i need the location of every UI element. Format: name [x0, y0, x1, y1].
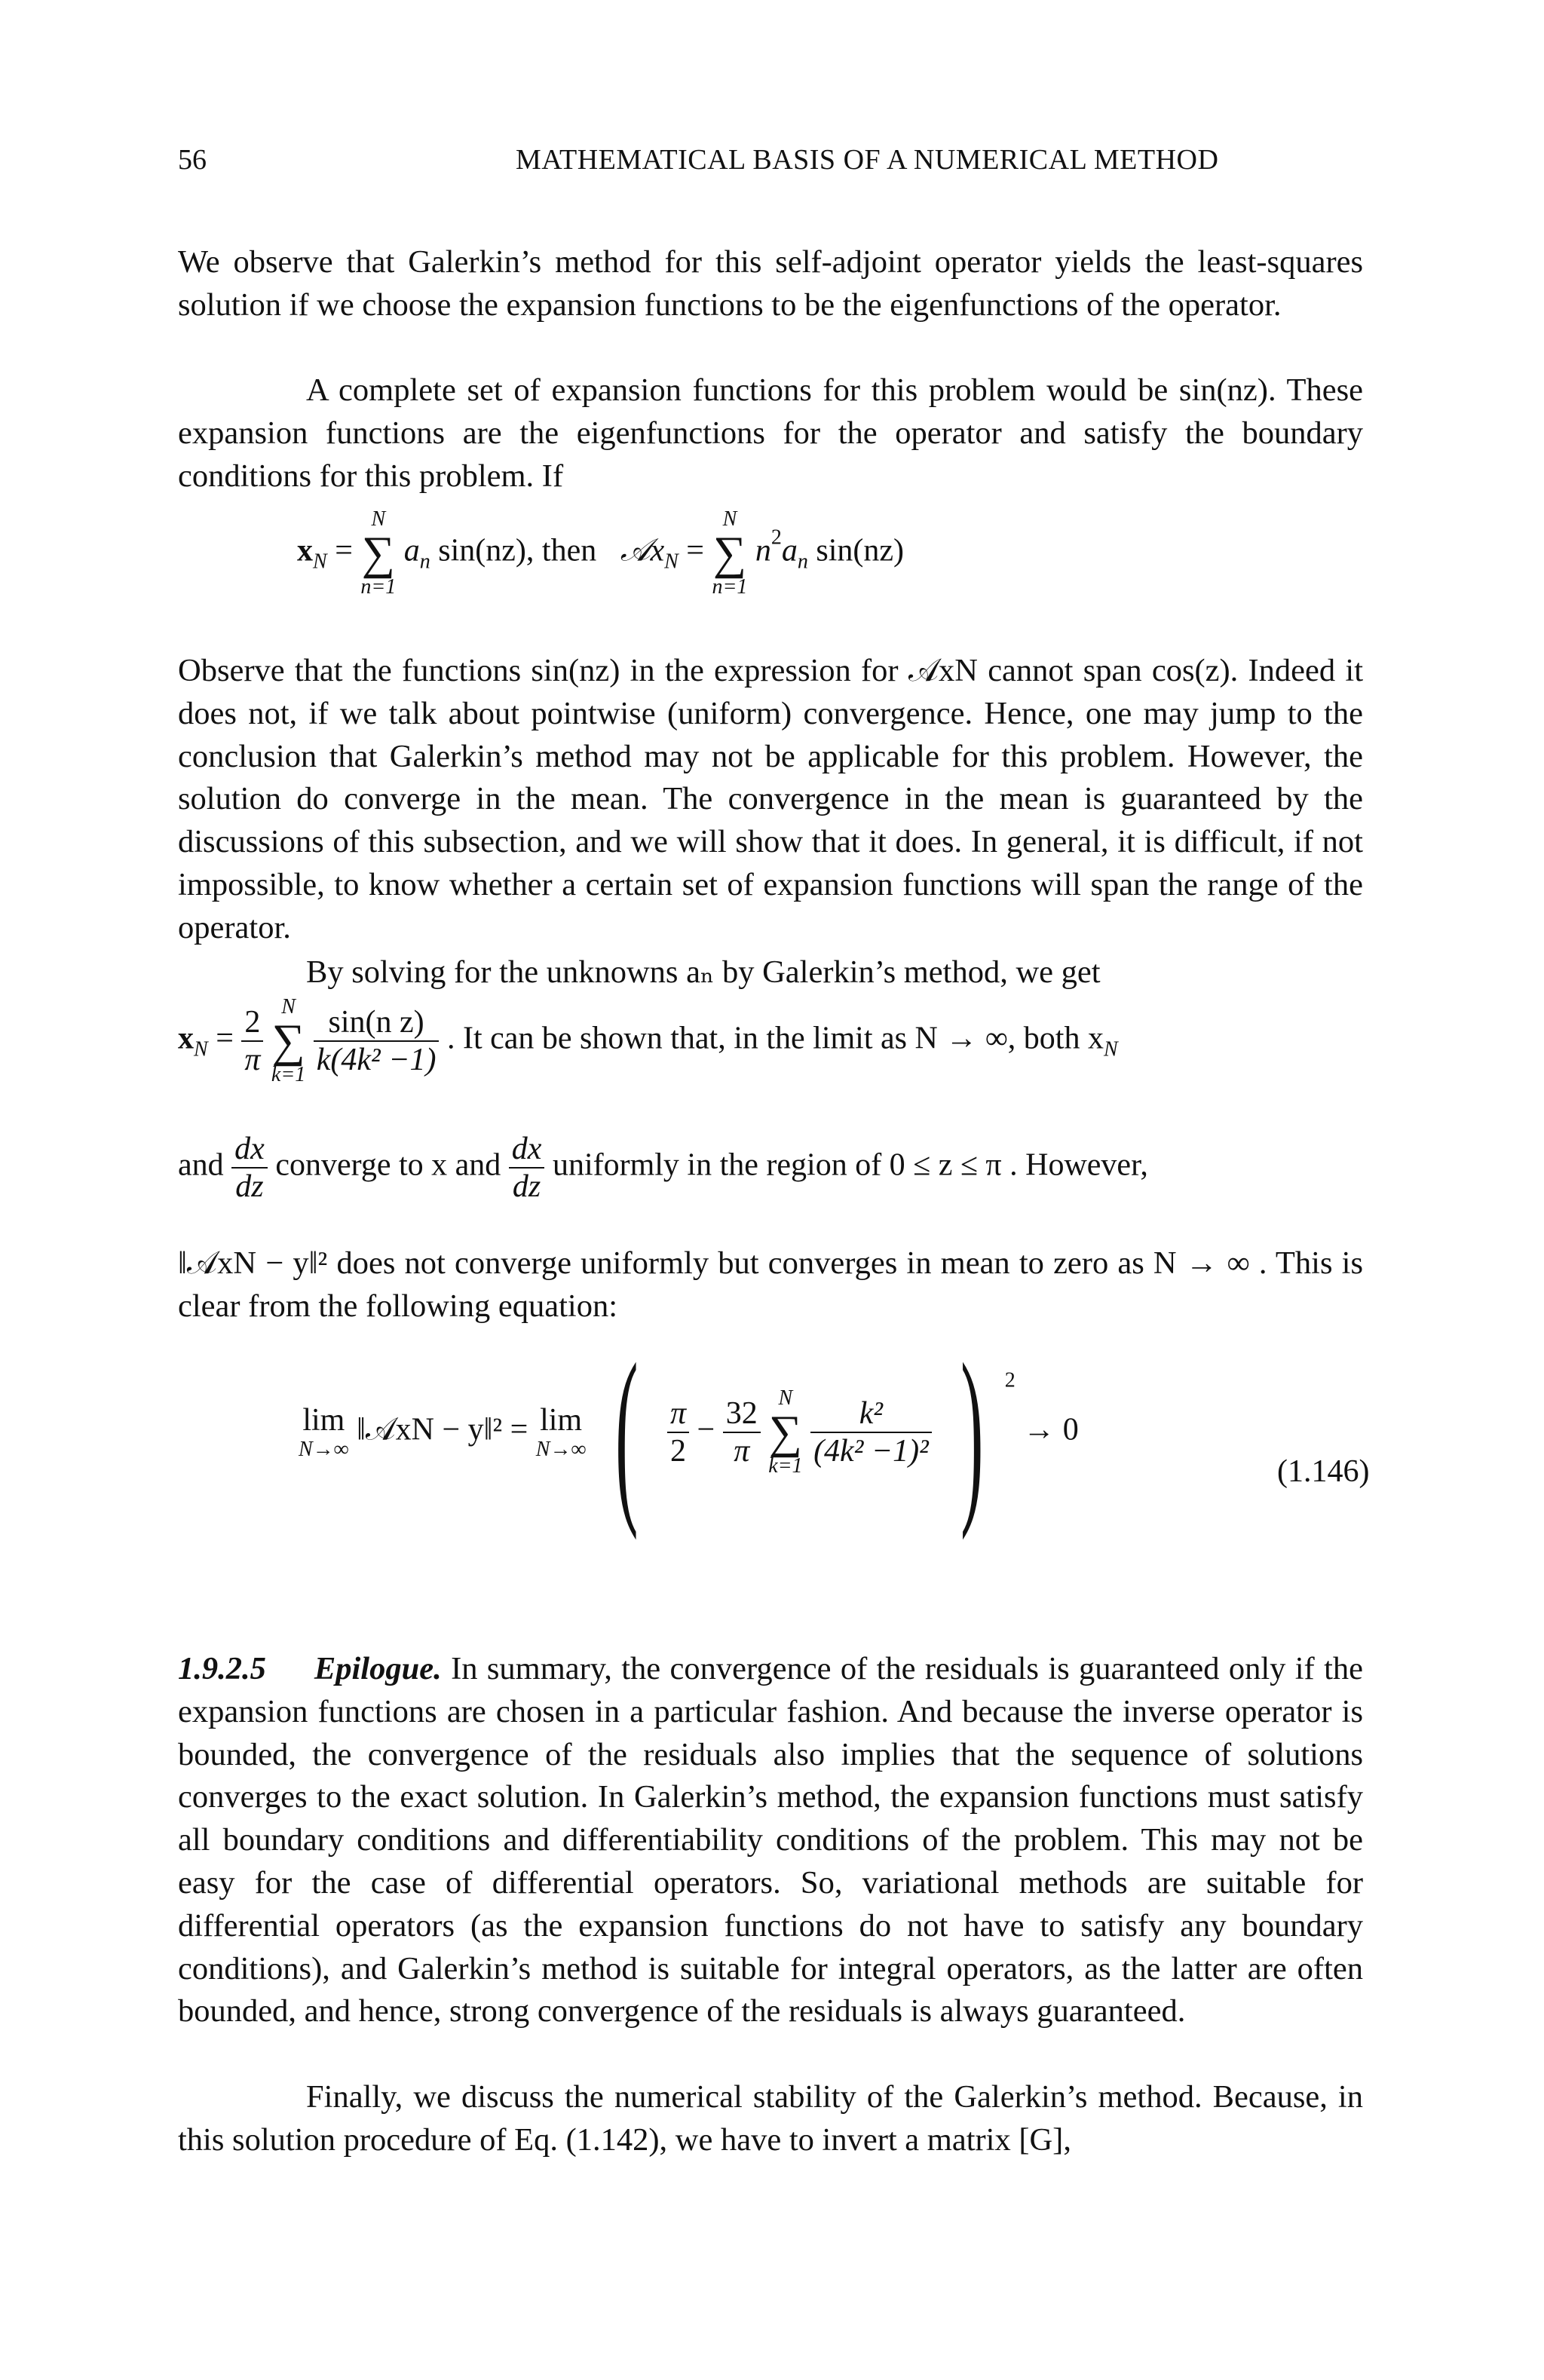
- page-number: 56: [178, 144, 207, 176]
- paragraph-4: [178, 951, 1363, 994]
- paragraph-5: [178, 1242, 1363, 1328]
- paragraph-2-text: [178, 369, 1363, 498]
- eq2-tail: . It can be shown that, in the limit as N → ∞, both x: [446, 1021, 1104, 1056]
- equation-2: $x_N$ = $\frac{2}{\pi}$ N ∑ k=1 $\frac{\text{sin(n z)}}{\text{k(4k² −1)}}$ . It can be shown that, in the limit as N → ∞, both $x_N$: [178, 995, 1118, 1086]
- eq3-lim-1: lim N→∞: [299, 1403, 349, 1461]
- eq3-lim-2: lim N→∞: [535, 1403, 587, 1461]
- paragraph-2-func: sin(nz): [1178, 372, 1268, 408]
- eq1-lhs-sub: N: [313, 550, 327, 574]
- paragraph-4-text: By solving for the unknowns aₙ by Galerkin’s method, we get: [306, 954, 1101, 990]
- equation-number: (1.146): [1277, 1454, 1370, 1489]
- section-epilogue-text: [178, 1648, 1363, 2033]
- eq1-lhs: x: [297, 533, 313, 568]
- paragraph-5-text: ‖𝒜xN − y‖² does not converge uniformly but converges in mean to zero as N → ∞ . This is clear from the following equation:: [178, 1245, 1363, 1324]
- paragraph-1-text: We observe that Galerkin’s method for this self-adjoint operator yields the least-squares solution if we choose the expansion functions to be the eigenfunctions of the operator.: [178, 244, 1363, 323]
- paragraph-2-a: A complete set of expansion functions for this problem would be: [306, 372, 1179, 408]
- eq2-coef: $\frac{2}{\pi}$: [241, 1004, 263, 1078]
- paragraph-6-text: Finally, we discuss the numerical stability of the Galerkin’s method. Because, in this solution procedure of Eq. (1.142), we have to invert a matrix [G],: [178, 2079, 1363, 2158]
- eq1-lhs2: 𝒜x: [620, 533, 665, 568]
- paragraph-2-b: . These expansion functions are the eigenfunctions for the operator and satisfy the boundary conditions for this problem. If: [178, 372, 1363, 494]
- running-title: MATHEMATICAL BASIS OF A NUMERICAL METHOD: [516, 144, 1219, 176]
- derivative-line: and $\frac{dx}{dz}$ converge to x and $\frac{dx}{dz}$ uniformly in the region of 0 ≤ z ≤ π . However,: [178, 1132, 1148, 1204]
- paragraph-6: [178, 2076, 1363, 2162]
- eq1-sum-1: N ∑ n=1: [360, 507, 397, 599]
- equation-1-146: lim N→∞ ‖𝒜xN − y‖² = lim N→∞ ( $\frac{\pi}{2}$ − $\frac{32}{\pi}$ N ∑ k=1 $\frac{\text{k²}}{\text{(4k² −1)²}}$ ) $^2$ → 0: [299, 1324, 1079, 1541]
- deriv-x: $\frac{dx}{dz}$: [509, 1131, 545, 1205]
- paragraph-1: [178, 241, 1363, 327]
- page-header: [178, 143, 1363, 181]
- section-body: In summary, the convergence of the residuals is guaranteed only if the expansion functions are chosen in a particular fashion. And because the inverse operator is bounded, the convergence of the residuals also implies that the sequence of solutions converges to the exact solution. In Galerkin’s method, the expansion functions must satisfy all boundary conditions and differentiability conditions of the problem. This may not be easy for the case of differential operators. So, variational methods are suitable for differential operators (as the expansion functions do not have to satisfy any boundary conditions), and Galerkin’s method is suitable for integral operators, as the latter are often bounded, and hence, strong convergence of the residuals is always guaranteed.: [178, 1651, 1363, 2029]
- eq1-sum-2: N ∑ n=1: [712, 507, 748, 599]
- eq2-sum: N ∑ k=1: [271, 995, 306, 1086]
- equation-1: $x_N$ = N ∑ n=1 $a_n$ sin(nz), then 𝒜x$_N$ = N ∑ n=1 $n^2a_n$ sin(nz): [297, 507, 905, 599]
- section-title: Epilogue.: [314, 1651, 442, 1686]
- deriv-xn: $\frac{dx}{dz}$: [231, 1131, 268, 1205]
- section-epilogue: [178, 1648, 1363, 2033]
- paragraph-3-text: Observe that the functions sin(nz) in the expression for 𝒜xN cannot span cos(z). Indeed it does not, if we talk about pointwise (uniform) convergence. Hence, one may jump to the conclusion that Galerkin’s method may not be applicable for this problem. However, the solution do converge in the mean. The convergence in the mean is guaranteed by the discussions of this subsection, and we will show that it does. In general, it is difficult, if not impossible, to know whether a certain set of expansion functions will span the range of the operator.: [178, 653, 1363, 945]
- paragraph-3: [178, 650, 1363, 950]
- section-number: 1.9.2.5: [178, 1651, 266, 1686]
- eq2-fraction: $\frac{\text{sin(n z)}}{\text{k(4k² −1)}}$: [314, 1004, 440, 1078]
- eq3-norm: ‖𝒜xN − y‖²: [357, 1412, 503, 1447]
- paragraph-2: [178, 369, 1363, 498]
